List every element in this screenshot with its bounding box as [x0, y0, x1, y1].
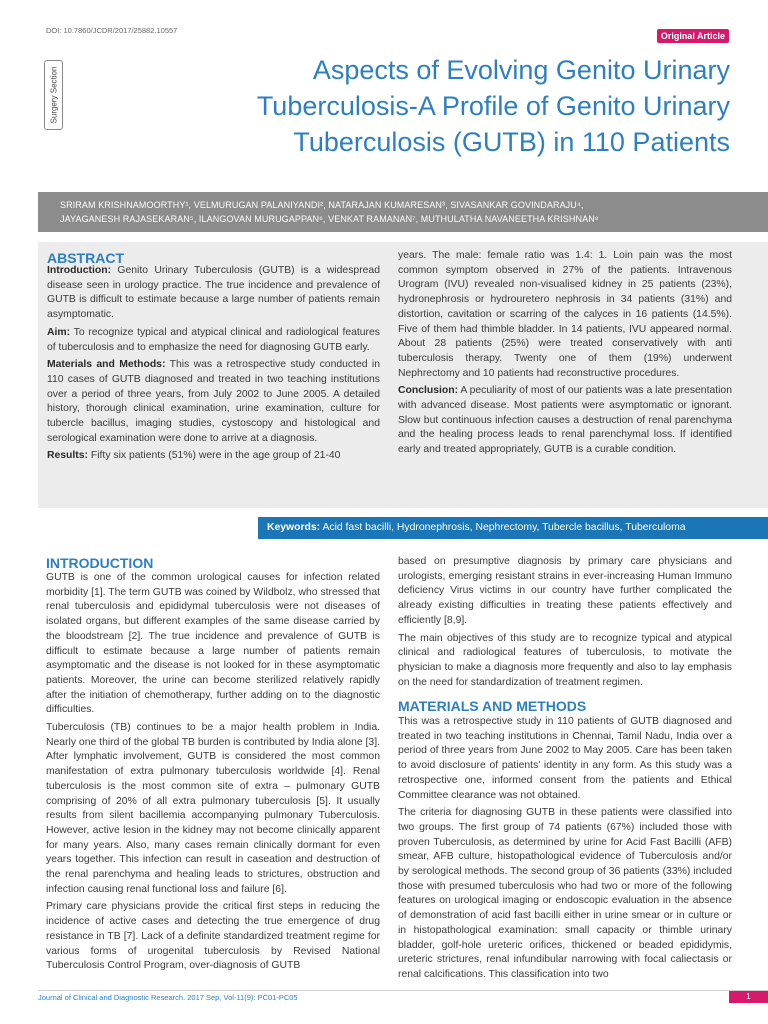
- article-type-badge: Original Article: [657, 29, 729, 43]
- abstract-heading: ABSTRACT: [47, 250, 124, 266]
- intro-paragraph-4: The main objectives of this study are to recognize typical and atypical clinical and radiological features of tuberculosis, to motivate the physician to make a diagnosis more frequently and also to lay emphasis on the need for standardization of treatment regimen.: [398, 632, 732, 688]
- abstract-aim: Aim: To recognize typical and atypical clinical and radiological features of tuberculosis and to emphasize the need for diagnosing GUTB early.: [47, 326, 380, 353]
- article-title: Aspects of Evolving Genito Urinary Tuberculosis-A Profile of Genito Urinary Tuberculosis (GUTB) in 110 Patients: [256, 55, 730, 157]
- intro-paragraph-2: Tuberculosis (TB) continues to be a major health problem in India. Nearly one third of the global TB burden is contributed by India alone [3]. After lymphatic involvement, GUTB is considered the most common manifestation of extra pulmonary tuberculosis worldwide [4]. Renal tuberculosis is the most common site of extra – pulmonary GUTB comprising of 20% of all extra pulmonary tuberculosis [5]. It usually results from silent bacillemia accompanying pulmonary Tuberculosis. However, active lesion in the kidney may not become clinically apparent for many years. Also, many cases remain clinically dormant for even years together. This infection can result in caseation and destruction of the renal parenchyma and healing leads to strictures, obstruction and infection causing renal functional loss and failure [6].: [46, 722, 380, 895]
- methods-paragraph-2: The criteria for diagnosing GUTB in these patients were classified into two groups. The first group of 74 patients (67%) included those with proven Tuberculosis, as determined by urine for Acid Fast Bacilli (AFB) smear, AFB culture, histopathological evidence of Tuberculosis and/or by serological methods. The second group of 36 patients (33%) included those with presumed tuberculosis who had two or more of the following features on urological imaging or endoscopic evaluation in the absence of demonstration of acid fast bacilli either in urine smear or in culture or in histopathological examination: small capacity or thimble urinary bladder, golf-hole ureteric orifices, thickened or beaded epididymis, ureteric strictures, renal infundibular narrowing with focal caliectasis or renal calcifications. This classification into two: [398, 807, 732, 980]
- author-line-1: SRIRAM KRISHNAMOORTHY¹, VELMURUGAN PALANIYANDI², NATARAJAN KUMARESAN³, SIVASANKAR GOVINDARAJU⁴,: [60, 200, 584, 210]
- doi-text: DOI: 10.7860/JCDR/2017/25882.10557: [46, 26, 178, 35]
- intro-paragraph-3: Primary care physicians provide the critical first steps in reducing the incidence of active cases and detecting the true emergence of drug resistance in TB [7]. Lack of a definite standardized treatment regime for various forms of urogenital tuberculosis by Revised National Tuberculosis Control Program, over-diagnosis of GUTB: [46, 901, 380, 972]
- abstract-box: [38, 242, 768, 508]
- body-right-column: [398, 555, 732, 986]
- abstract-methods: Materials and Methods: This was a retrospective study conducted in 110 cases of GUTB diagnosed and treated in two teaching institutions over a period of three years, from July 2002 to June 2005. A detailed history, thorough clinical examination, urine examination, culture for tubercle bacillus, imaging studies, cystoscopy and histological and serological examination were done to arrive at a diagnosis.: [47, 359, 380, 444]
- body-left-column: [46, 571, 380, 977]
- methods-paragraph-1: This was a retrospective study in 110 patients of GUTB diagnosed and treated in two teaching institutions in Chennai, Tamil Nadu, India over a period of three years from June 2002 to May 2005. Care has been taken to avoid disclosure of patients’ identity in any form. As this study was a retrospective one, informed consent from the patients and Ethical Committee clearance was not obtained.: [398, 716, 732, 801]
- keywords-text: Acid fast bacilli, Hydronephrosis, Nephrectomy, Tubercle bacillus, Tuberculoma: [320, 522, 686, 533]
- author-line-2: JAYAGANESH RAJASEKARAN⁵, ILANGOVAN MURUGAPPAN⁶, VENKAT RAMANAN⁷, MUTHULATHA NAVANEETHA KRISHNAN⁸: [60, 214, 599, 224]
- page-number: 1: [729, 991, 768, 1003]
- section-tag: [44, 60, 63, 130]
- keywords-bar: [258, 517, 768, 539]
- section-tag-label: Surgery Section: [49, 66, 58, 124]
- author-bar: [38, 192, 768, 232]
- intro-paragraph-1: GUTB is one of the common urological causes for infection related morbidity [1]. The term GUTB was coined by Wildbolz, who stressed that renal tuberculosis and epididymal tuberculosis were not diseases of isolated organs, but different examples of the same disease carried by the bloodstream [2]. The true incidence and prevalence of GUTB is difficult to estimate because a large number of patients remain asymptomatic and the disease is not looked for in these asymptomatic patients. Moreover, the urine can become sterilized relatively rapidly after the initiation of chemotherapy, further adding on to the diagnostic difficulties.: [46, 572, 380, 716]
- keywords-label: Keywords:: [267, 522, 321, 533]
- abstract-right-column: [398, 249, 732, 461]
- abstract-results-continued: years. The male: female ratio was 1.4: 1. Loin pain was the most common symptom observed in 27% of the patients. Intravenous Urogram (IVU) revealed non-visualised kidney in 25 patients (23%), hydronephrosis or hydrouretero nephrosis in 34 patients (31%) and distortion, cavitation or scarring of the calyces in 16 patients (14.5%). Five of them had thimble bladder. In 14 patients, IVU appeared normal. About 28 patients (25%) were treated conservatively with anti tuberculosis therapy. Twenty one of them (19%) underwent Nephrectomy and 10 patients had reconstructive procedures.: [398, 250, 732, 379]
- abstract-results: Results: Fifty six patients (51%) were in the age group of 21-40: [47, 450, 341, 462]
- journal-citation: Journal of Clinical and Diagnostic Research. 2017 Sep, Vol-11(9): PC01-PC05: [38, 993, 298, 1002]
- intro-paragraph-3-continued: based on presumptive diagnosis by primary care physicians and urologists, emerging resistant strains in ever-increasing Human Immuno deficiency Virus victims in our country have further complicated the already existing difficulties in treating these patients effectively and efficiently [8,9].: [398, 556, 732, 626]
- introduction-heading: INTRODUCTION: [46, 555, 154, 571]
- abstract-introduction: Introduction: Genito Urinary Tuberculosis (GUTB) is a widespread disease seen in urology practice. The true incidence and prevalence of GUTB is difficult to estimate because a large number of patients remain asymptomatic.: [47, 265, 380, 321]
- methods-heading: MATERIALS AND METHODS: [398, 698, 587, 715]
- abstract-left-column: [47, 264, 380, 467]
- abstract-conclusion: Conclusion: A peculiarity of most of our patients was a late presentation with advanced disease. Most patients were asymptomatic or ignorant. Slow but continuous infection causes a destruction of renal parenchyma and the healing process leads to renal parenchymal loss. If identified early and treated appropriately, GUTB is a curable condition.: [398, 385, 732, 456]
- footer-divider: [38, 990, 768, 991]
